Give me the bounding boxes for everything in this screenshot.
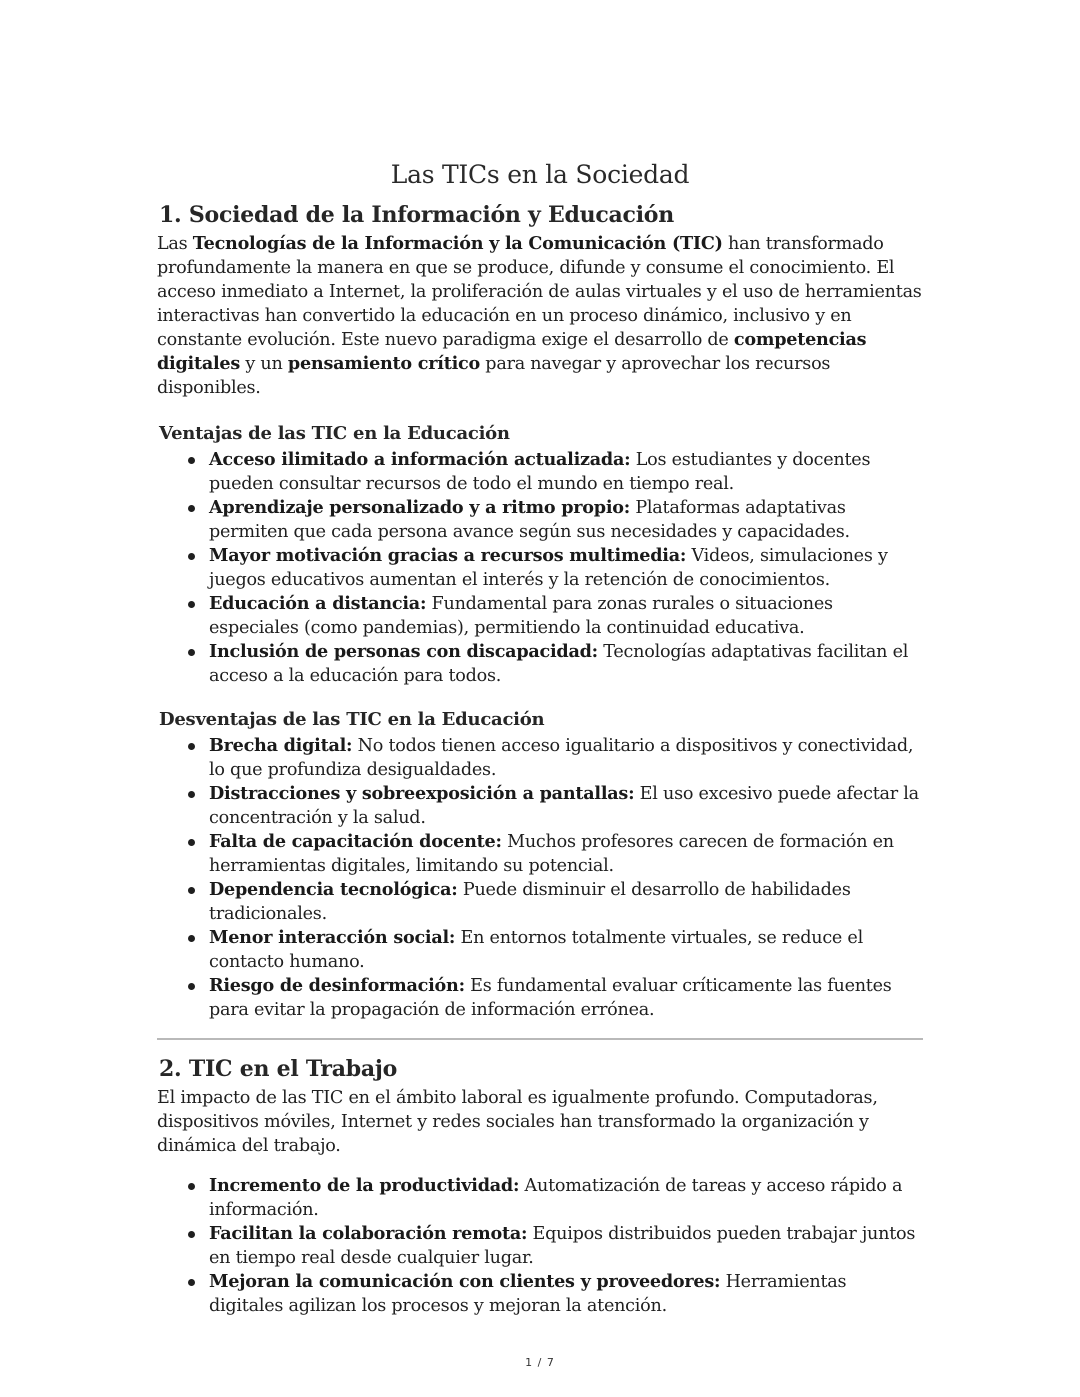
item-term: Mayor motivación gracias a recursos multimedia: <box>209 545 687 566</box>
item-text: Los estudiantes y docentes pueden consultar recursos de todo el mundo en tiempo real. <box>209 450 871 494</box>
intro-bold-term: competencias digitales <box>157 329 867 374</box>
item-term: Riesgo de desinformación: <box>209 975 465 996</box>
document-title: Las TICs en la Sociedad <box>390 160 690 189</box>
bullet-icon <box>188 791 195 798</box>
list-item <box>209 878 923 926</box>
item-term: Educación a distancia: <box>209 593 427 614</box>
list-item <box>209 1174 923 1222</box>
disadvantages-heading: Desventajas de las TIC en la Educación <box>159 709 545 730</box>
item-term: Menor interacción social: <box>209 927 456 948</box>
item-text: No todos tienen acceso igualitario a dispositivos y conectividad, lo que profundiza desigualdades. <box>209 736 914 780</box>
section-2-heading: 2. TIC en el Trabajo <box>159 1056 398 1082</box>
item-term: Acceso ilimitado a información actualizada: <box>209 449 631 470</box>
list-item <box>209 974 923 1022</box>
section-2-intro: El impacto de las TIC en el ámbito laboral es igualmente profundo. Computadoras, dispositivos móviles, Internet y redes sociales han transformado la organización y dinámica del trabajo. <box>157 1088 878 1156</box>
intro-text: Las <box>157 234 193 254</box>
item-text: Videos, simulaciones y juegos educativos aumentan el interés y la retención de conocimientos. <box>209 546 888 590</box>
list-item <box>209 1222 923 1270</box>
list-item <box>209 734 923 782</box>
intro-text: han transformado profundamente la manera en que se produce, difunde y consume el conocimiento. El acceso inmediato a Internet, la proliferación de aulas virtuales y el uso de herramientas interactivas han convertido la educación en un proceso dinámico, inclusivo y en constante evolución. Este nuevo paradigma exige el desarrollo de <box>157 234 922 350</box>
item-term: Distracciones y sobreexposición a pantallas: <box>209 783 635 804</box>
bullet-icon <box>188 1183 195 1190</box>
item-text: Es fundamental evaluar críticamente las fuentes para evitar la propagación de información errónea. <box>209 976 892 1020</box>
list-item <box>209 830 923 878</box>
list-item <box>209 1270 923 1318</box>
item-text: En entornos totalmente virtuales, se reduce el contacto humano. <box>209 928 863 972</box>
intro-text: para navegar y aprovechar los recursos disponibles. <box>157 354 831 398</box>
item-text: Muchos profesores carecen de formación en herramientas digitales, limitando su potencial. <box>209 832 894 876</box>
bullet-icon <box>188 1279 195 1286</box>
list-item <box>209 544 923 592</box>
advantages-heading: Ventajas de las TIC en la Educación <box>159 423 510 444</box>
advantages-list <box>157 448 923 688</box>
bullet-icon <box>188 887 195 894</box>
item-text: Fundamental para zonas rurales o situaciones especiales (como pandemias), permitiendo la continuidad educativa. <box>209 594 833 638</box>
item-term: Facilitan la colaboración remota: <box>209 1223 528 1244</box>
bullet-icon <box>188 601 195 608</box>
item-term: Mejoran la comunicación con clientes y proveedores: <box>209 1271 721 1292</box>
intro-bold-term: Tecnologías de la Información y la Comunicación (TIC) <box>192 233 723 254</box>
list-item <box>209 448 923 496</box>
item-term: Aprendizaje personalizado y a ritmo propio: <box>209 497 630 518</box>
section-1-intro <box>157 232 923 400</box>
item-term: Inclusión de personas con discapacidad: <box>209 641 598 662</box>
item-text: Automatización de tareas y acceso rápido a información. <box>209 1176 903 1220</box>
intro-bold-term: pensamiento crítico <box>287 353 480 374</box>
document-page <box>157 158 923 1318</box>
work-impact-list <box>157 1174 923 1318</box>
bullet-icon <box>188 457 195 464</box>
bullet-icon <box>188 553 195 560</box>
item-text: Plataformas adaptativas permiten que cada persona avance según sus necesidades y capacidades. <box>209 498 850 542</box>
spacer <box>157 400 923 422</box>
list-item <box>209 782 923 830</box>
item-term: Dependencia tecnológica: <box>209 879 458 900</box>
bullet-icon <box>188 935 195 942</box>
item-text: Equipos distribuidos pueden trabajar juntos en tiempo real desde cualquier lugar. <box>209 1224 916 1268</box>
bullet-icon <box>188 649 195 656</box>
item-text: El uso excesivo puede afectar la concentración y la salud. <box>209 784 919 828</box>
page-number: 1 / 7 <box>525 1356 555 1369</box>
bullet-icon <box>188 1231 195 1238</box>
intro-text: y un <box>240 354 288 374</box>
item-text: Puede disminuir el desarrollo de habilidades tradicionales. <box>209 880 851 924</box>
spacer <box>157 1158 923 1174</box>
spacer <box>157 688 923 708</box>
bullet-icon <box>188 505 195 512</box>
disadvantages-list <box>157 734 923 1022</box>
item-term: Incremento de la productividad: <box>209 1175 520 1196</box>
item-text: Herramientas digitales agilizan los procesos y mejoran la atención. <box>209 1272 847 1316</box>
list-item <box>209 592 923 640</box>
section-1-heading: 1. Sociedad de la Información y Educación <box>159 202 674 228</box>
list-item <box>209 496 923 544</box>
bullet-icon <box>188 839 195 846</box>
item-term: Falta de capacitación docente: <box>209 831 502 852</box>
list-item <box>209 640 923 688</box>
item-text: Tecnologías adaptativas facilitan el acceso a la educación para todos. <box>209 642 909 686</box>
item-term: Brecha digital: <box>209 735 353 756</box>
bullet-icon <box>188 743 195 750</box>
bullet-icon <box>188 983 195 990</box>
section-divider <box>157 1038 923 1040</box>
list-item <box>209 926 923 974</box>
